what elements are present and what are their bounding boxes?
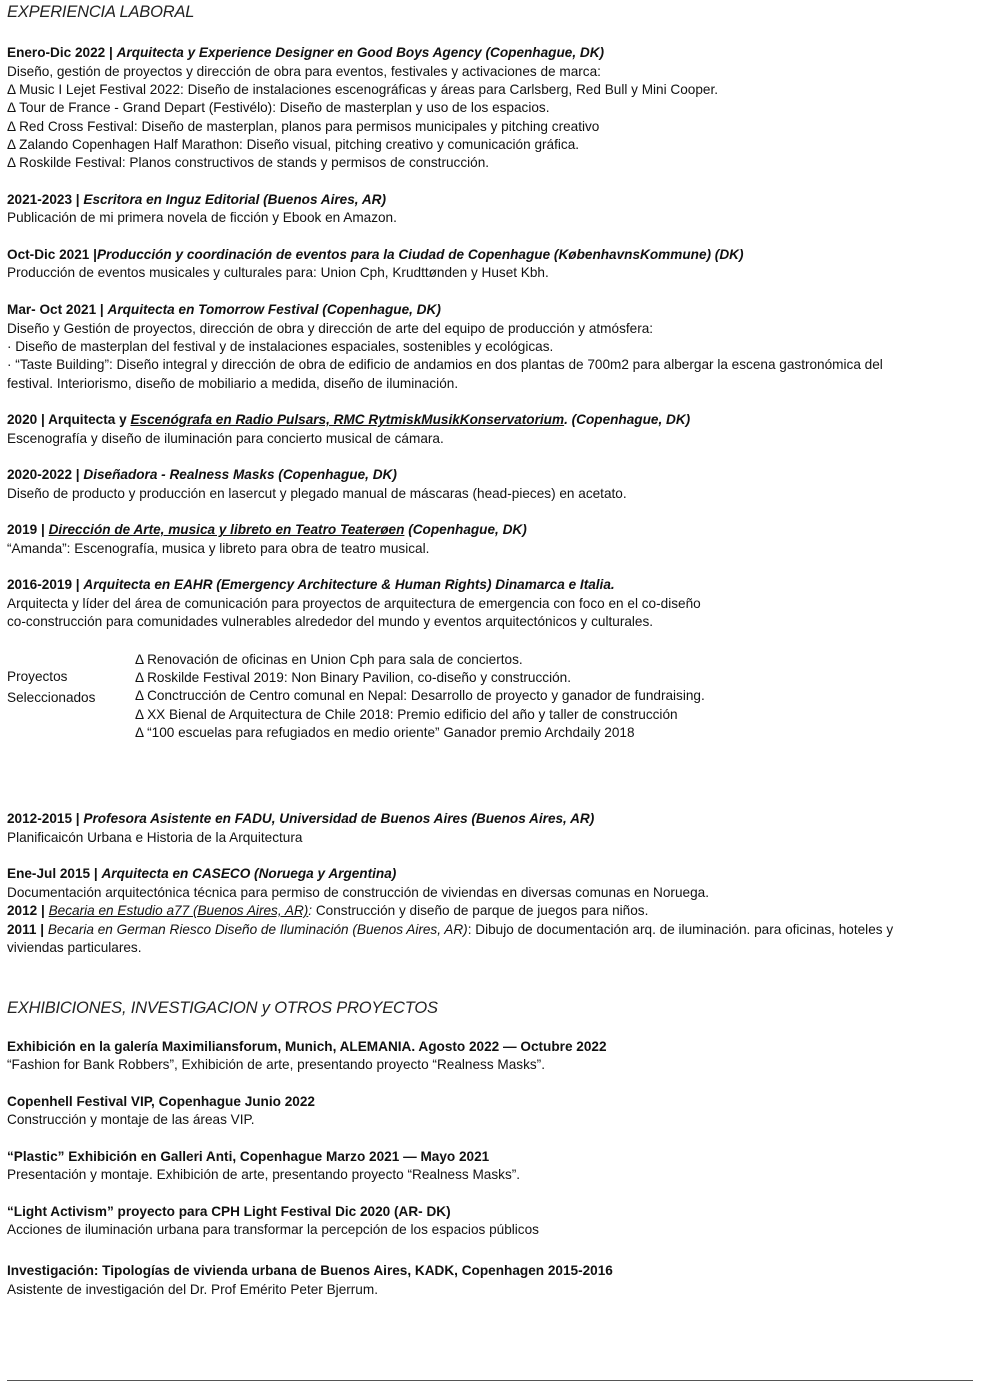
job-date: Enero-Dic 2022 |	[7, 45, 117, 60]
job-desc: festival. Interiorismo, diseño de mobiliario a medida, diseño de iluminación.	[7, 376, 459, 391]
job-title: Arquitecta en CASECO (Noruega y Argentina)	[101, 866, 397, 881]
job-desc: Δ Tour de France - Grand Depart (Festivélo): Diseño de masterplan y uso de los espacios.	[7, 100, 550, 115]
job-title: Diseñadora - Realness Masks (Copenhague, DK)	[83, 467, 397, 482]
job-date: Mar- Oct 2021 |	[7, 302, 108, 317]
exhibition-title: Exhibición en la galería Maximiliansforum, Munich, ALEMANIA. Agosto 2022 — Octubre 2022	[7, 1039, 607, 1054]
job-title: Escritora en Inguz Editorial (Buenos Aires, AR)	[83, 192, 387, 207]
job-heading	[7, 411, 690, 429]
job-desc: Diseño y Gestión de proyectos, dirección de obra y dirección de arte del equipo de producción y atmósfera:	[7, 321, 654, 336]
job-heading	[7, 191, 386, 209]
job-desc: Diseño de producto y producción en lasercut y plegado manual de máscaras (head-pieces) en acetato.	[7, 486, 627, 501]
job-desc: Publicación de mi primera novela de ficción y Ebook en Amazon.	[7, 210, 397, 225]
job-desc: Planificaicón Urbana e Historia de la Arquitectura	[7, 830, 303, 845]
job-heading	[7, 521, 527, 539]
project-item: Δ Renovación de oficinas en Union Cph para sala de conciertos.	[135, 652, 523, 667]
job-title: Becaria en German Riesco Diseño de Iluminación (Buenos Aires, AR)	[47, 922, 468, 937]
job-heading	[7, 44, 604, 62]
job-title: Arquitecta en Tomorrow Festival (Copenhague, DK)	[107, 302, 441, 317]
job-desc: Δ Red Cross Festival: Diseño de masterplan, planos para permisos municipales y pitching creativo	[7, 119, 600, 134]
job-desc: : Dibujo de documentación arq. de iluminación. para oficinas, hoteles y	[467, 922, 894, 937]
job-title-link[interactable]: Dirección de Arte, musica y libreto en Teatro Teaterøen	[48, 522, 405, 537]
projects-label: Seleccionados	[7, 690, 96, 705]
job-desc: · Diseño de masterplan del festival y de instalaciones espaciales, sostenibles y ecológicas.	[7, 339, 554, 354]
job-title: Arquitecta y Experience Designer en Good Boys Agency (Copenhague, DK)	[116, 45, 605, 60]
job-title-link[interactable]: Becaria en Estudio a77 (Buenos Aires, AR)	[48, 903, 309, 918]
job-title: Profesora Asistente en FADU, Universidad de Buenos Aires (Buenos Aires, AR)	[83, 811, 595, 826]
job-desc: Δ Roskilde Festival: Planos constructivos de stands y permisos de construcción.	[7, 155, 490, 170]
exhibition-title: “Plastic” Exhibición en Galleri Anti, Copenhague Marzo 2021 — Mayo 2021	[7, 1149, 490, 1164]
job-date: Ene-Jul 2015 |	[7, 866, 102, 881]
job-desc: Construcción y diseño de parque de juegos para niños.	[312, 903, 649, 918]
job-heading	[7, 902, 648, 920]
job-title-location: . (Copenhague, DK)	[564, 412, 691, 427]
job-desc: · “Taste Building”: Diseño integral y dirección de obra de edificio de andamios en dos plantas de 700m2 para albergar la escena gastronómica del	[7, 357, 883, 372]
job-date: 2012 |	[7, 903, 49, 918]
job-heading	[7, 576, 615, 594]
exhibition-desc: Acciones de iluminación urbana para transformar la percepción de los espacios públicos	[7, 1222, 539, 1237]
job-heading	[7, 466, 397, 484]
job-desc: Arquitecta y líder del área de comunicación para proyectos de arquitectura de emergencia con foco en el co-diseño	[7, 596, 701, 611]
job-title: Arquitecta en EAHR (Emergency Architecture & Human Rights) Dinamarca e Italia.	[83, 577, 615, 592]
experience-section-title: EXPERIENCIA LABORAL	[7, 3, 195, 21]
job-date: Oct-Dic 2021 |	[7, 247, 97, 262]
job-date: 2021-2023 |	[7, 192, 84, 207]
job-date: 2011 |	[7, 922, 48, 937]
exhibition-desc: Presentación y montaje. Exhibición de arte, presentando proyecto “Realness Masks”.	[7, 1167, 521, 1182]
job-heading	[7, 921, 893, 939]
job-date: 2019 |	[7, 522, 49, 537]
projects-label: Proyectos	[7, 669, 68, 684]
job-desc: co-construcción para comunidades vulnerables alrededor del mundo y eventos arquitectónicos y culturales.	[7, 614, 654, 629]
exhibition-desc: “Fashion for Bank Robbers”, Exhibición de arte, presentando proyecto “Realness Masks”.	[7, 1057, 545, 1072]
job-date: 2016-2019 |	[7, 577, 84, 592]
job-heading	[7, 246, 744, 264]
job-title: Producción y coordinación de eventos para la Ciudad de Copenhague (KøbenhavnsKommune) (DK)	[96, 247, 744, 262]
job-date: 2012-2015 |	[7, 811, 84, 826]
exhibition-desc: Asistente de investigación del Dr. Prof Emérito Peter Bjerrum.	[7, 1282, 378, 1297]
job-date: 2020 | Arquitecta y	[7, 412, 131, 427]
bottom-divider	[7, 1380, 973, 1381]
job-title-colon: :	[308, 903, 313, 918]
job-desc: Δ Zalando Copenhagen Half Marathon: Diseño visual, pitching creativo y comunicación gráfica.	[7, 137, 580, 152]
job-desc: Diseño, gestión de proyectos y dirección de obra para eventos, festivales y activaciones de marca:	[7, 64, 601, 79]
job-desc: Documentación arquitectónica técnica para permiso de construcción de viviendas en diversas comunas en Noruega.	[7, 885, 709, 900]
job-desc: Escenografía y diseño de iluminación para concierto musical de cámara.	[7, 431, 444, 446]
job-heading	[7, 810, 594, 828]
job-heading	[7, 301, 441, 319]
job-title-link[interactable]: Escenógrafa en Radio Pulsars, RMC RytmiskMusikKonservatorium	[130, 412, 565, 427]
project-item: Δ Conctrucción de Centro comunal en Nepal: Desarrollo de proyecto y ganador de fundraising.	[135, 688, 705, 703]
project-item: Δ XX Bienal de Arquitectura de Chile 2018: Premio edificio del año y taller de construcción	[135, 707, 678, 722]
exhibition-desc: Construcción y montaje de las áreas VIP.	[7, 1112, 255, 1127]
job-desc: viviendas particulares.	[7, 940, 142, 955]
job-title-location: (Copenhague, DK)	[404, 522, 527, 537]
project-item: Δ Roskilde Festival 2019: Non Binary Pavilion, co-diseño y construcción.	[135, 670, 571, 685]
job-date: 2020-2022 |	[7, 467, 84, 482]
project-item: Δ “100 escuelas para refugiados en medio oriente” Ganador premio Archdaily 2018	[135, 725, 635, 740]
job-desc: Producción de eventos musicales y culturales para: Union Cph, Krudttønden y Huset Kbh.	[7, 265, 549, 280]
job-heading	[7, 865, 396, 883]
job-desc: “Amanda”: Escenografía, musica y libreto para obra de teatro musical.	[7, 541, 430, 556]
exhibitions-section-title: EXHIBICIONES, INVESTIGACION y OTROS PROYECTOS	[7, 999, 438, 1017]
exhibition-title: Copenhell Festival VIP, Copenhague Junio 2022	[7, 1094, 315, 1109]
job-desc: Δ Music I Lejet Festival 2022: Diseño de instalaciones escenográficas y áreas para Carlsberg, Red Bull y Mini Cooper.	[7, 82, 719, 97]
exhibition-title: “Light Activism” proyecto para CPH Light Festival Dic 2020 (AR- DK)	[7, 1204, 451, 1219]
exhibition-title: Investigación: Tipologías de vivienda urbana de Buenos Aires, KADK, Copenhagen 2015-2016	[7, 1263, 613, 1278]
